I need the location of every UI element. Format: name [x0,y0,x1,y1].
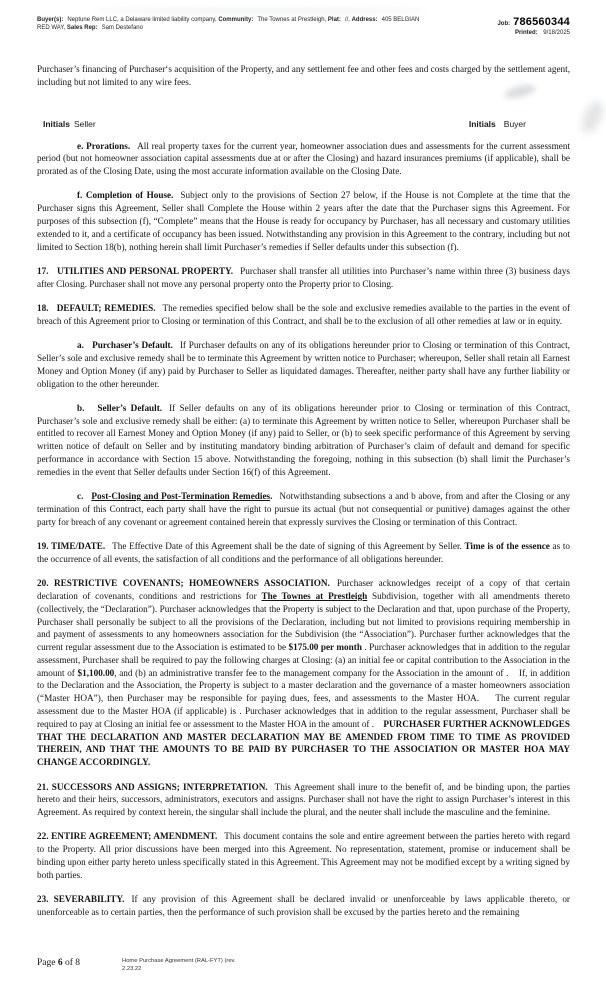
text-run: Subdivision, together with all amendments thereto (collectively, the “Declaration”). Purchaser acknowledges that the Property is subject to the Declaration and that, upon purchase of the Property, Purchaser shall personally be subject to all the provisions of the Declaration, including but not limited to provisions requiring membership in and payment of assessments to any homeowners association for the Subdivision (the “Association”). Purchaser further acknowledges that the current regular assessment due to the Association is estimated to be [37,590,571,653]
page-suffix: of 8 [62,958,81,968]
page-prefix: Page [37,958,58,968]
community-label: Community: [218,17,254,23]
buyers-label: Buyer(s): [37,17,64,23]
text-run: If any provision of this Agreement shall be declared invalid or unenforceable by laws applicable thereto, or unenforceable as to certain parties, then the performance of such provision shall be excused by the parties hereto and the remaining [37,894,570,917]
document-paragraph-5 [37,339,570,390]
document-paragraph-8 [37,540,570,566]
section-20-heading: 20. RESTRICTIVE COVENANTS; HOMEOWNERS ASSOCIATION. [37,578,330,589]
document-paragraph-7 [37,490,570,528]
text-run: Notwithstanding subsections a and b above, from and after the Closing or any termination of this Contract, each party shall have the right to pursue its actual (but not consequential or punitive) damages against the other party for breach of any covenant or agreement contained herein that expressly survives the Closing or termination of this Contract. [37,491,571,527]
text-run: If Purchaser defaults on any of its obligations hereunder prior to Closing or termination of this Contract, Seller’s sole and exclusive remedy shall be to terminate this Agreement by written notice to Purchaser; whereupon, Seller shall retain all Earnest Money and Option Money (if any) paid by Purchaser to Seller as liquidated damages. Thereafter, neither party shall have any further liability or obligation to the other hereunder. [37,340,570,389]
intro-continuation-paragraph: Purchaser’s financing of Purchaser‘s acquisition of the Property, and any settlement fee and other fees and costs charged by the settlement agent, including but not limited to any wire fees. [37,64,570,87]
sales-rep-label: Sales Rep: [66,25,98,31]
sales-rep-value: Sam Destefano [101,25,143,31]
plat-label: Plat: [327,17,341,23]
section-18-heading: 18. DEFAULT; REMEDIES. [37,303,156,314]
printed-label: Printed: [514,30,538,36]
section-17-heading: 17. UTILITIES AND PERSONAL PROPERTY. [37,265,234,276]
document-paragraph-3 [37,265,570,291]
text-run: All real property taxes for the current year, homeowner association dues and assessments for the current assessment period (but not homeowner association capital assessments due at or after the Closing) and hazard insurances premiums (if applicable), shall be prorated as of the Closing Date, using the most accurate information available on the Closing Date. [37,140,570,177]
document-paragraph-2 [37,189,570,253]
document-paragraph-9 [37,577,570,769]
document-paragraph-12 [37,893,570,919]
text-run: . [270,491,273,502]
buyer-label: Buyer [503,118,526,129]
subdivision-name: The Townes at Prestleigh [261,590,368,601]
subsection-18c-heading: Post-Closing and Post-Termination Remedies [91,491,271,502]
text-run: , and (b) an administrative transfer fee to the management company for the Association in the amount of . If, in addition to the Declaration and the Association, the Property is subject to a master declaration and the governance of a master homeowners association (“Master HOA”), then Purchaser may be responsible for paying dues, fees, and assessments to the Master HOA. The current regular assessment due to the Master HOA (if applicable) is . Purchaser acknowledges that in addition to the regular assessment, Purchaser shall be required to pay at Closing an initial fee or assessment to the Master HOA in the amount of . [37,667,570,729]
text-run: as to the occurrence of all events, the satisfaction of all conditions and the performance of all obligations hereunder. [37,541,570,564]
document-paragraph-10 [37,781,570,819]
subsection-e-heading: e. Prorations. [77,140,131,151]
initials-row [37,119,570,130]
hoa-initial-fee: $1,100.00 [77,667,115,678]
text-run: Purchaser shall transfer all utilities into Purchaser’s name within three (3) business days after Closing. Purchaser shall not move any personal property onto the Property prior to Closing. [37,265,571,289]
job-line [497,18,570,28]
hoa-amendment-notice: PURCHASER FURTHER ACKNOWLEDGES THAT THE DECLARATION AND MASTER DECLARATION MAY BE AMENDED FROM TIME TO TIME AS PROVIDED THEREIN, AND THAT THE AMOUNTS TO BE PAID BY PURCHASER TO THE ASSOCIATION OR MASTER HOA MAY CHANGE ACCORDINGLY. [37,718,570,768]
plat-value: //, [344,17,352,23]
scan-smudge [578,98,606,136]
text-run: The Effective Date of this Agreement shall be the date of signing of this Agreement by Seller. [112,541,465,552]
section-21-heading: 21. SUCCESSORS AND ASSIGNS; INTERPRETATION. [37,781,268,792]
initials-label: Initials [468,118,496,129]
subsection-18b-heading: b. Seller’s Default. [77,402,163,413]
text-run: If Seller defaults on any of its obligations hereunder prior to Closing or termination of this Contract, Purchaser’s sole and exclusive remedy shall be either: (a) to terminate this Agreement by written notice to Seller, whereupon Purchaser shall be entitled to recover all Earnest Money and Option Money (if any) paid to Seller, or (b) to seek specific performance of this Agreement by serving written notice of default on Seller and by instituting mandatory binding arbitration of Purchaser’s claim of default and demand for specific performance in accordance with Section 15 above. Notwithstanding the foregoing, nothing in this subsection (b) shall limit the Purchaser’s remedies in the event that Seller defaults under Section 16(f) of this Agreement. [37,402,570,477]
subsection-f-heading: f. Completion of House. [77,190,174,201]
subsection-18c-label: c. [77,491,92,502]
text-run: . Purchaser acknowledges that in addition to the regular assessment, Purchaser shall be required to pay the following charges at Closing: (a) an initial fee or capital contribution to the Association in the amount of [37,642,571,678]
time-of-essence-phrase: Time is of the essence [464,541,550,552]
document-paragraph-11 [37,830,570,881]
address-label: Address: [351,17,378,23]
text-run: Subject only to the provisions of Section 27 below, if the House is not Complete at the time that the Purchaser signs this Agreement, Seller shall Complete the House within 2 years after the date that the Purchaser signs this Agreement. For purposes of this subsection (f), “Complete” means that the House is ready for occupancy by Purchaser, has all necessary and customary utilities extended to it, and a certificate of occupancy has been issued. Notwithstanding any provision in this Agreement to the contrary, including but not limited to Section 18(b), nothing herein shall limit Purchaser’s remedies if Seller defaults under this subsection (f). [37,190,571,252]
address-value: 405 BELGIAN RED WAY, [37,17,420,31]
document-reference [122,958,236,973]
text-run: The remedies specified below shall be the sole and exclusive remedies available to the parties in the event of breach of this Agreement prior to Closing or termination of this Contract, and shall be to the exclusion of all other remedies at law or in equity. [37,303,571,326]
section-23-heading: 23. SEVERABILITY. [37,894,125,905]
document-header [37,16,570,37]
job-label: Job: [497,21,511,27]
text-run: Purchaser acknowledges receipt of a copy of that certain declaration of covenants, conditions and restrictions for [37,578,570,601]
section-22-heading: 22. ENTIRE AGREEMENT; AMENDMENT. [37,831,218,842]
document-body [37,140,570,919]
page-current: 6 [57,958,63,968]
docref-line1: Home Purchase Agreement (RAL-FYT) (rev. [122,958,236,964]
document-paragraph-6 [37,402,570,479]
page-number [37,958,80,968]
scan-smudge [95,8,425,14]
section-19-heading: 19. TIME/DATE. [37,541,106,552]
initials-buyer-block [469,119,526,130]
job-number: 786560344 [513,16,570,28]
initials-seller-block [43,119,96,130]
text-run: This document contains the sole and entire agreement between the parties hereto with regard to the Property. All prior discussions have been merged into this Agreement. No representation, statement, promise or inducement shall be binding upon either party hereto unless specifically stated in this Agreement. This Agreement may not be modified except by a writing signed by both parties. [37,831,570,880]
document-paragraph-4 [37,302,570,328]
text-run: This Agreement shall inure to the benefit of, and be binding upon, the parties hereto and their heirs, successors, administrators, executors and assigns. Purchaser shall not have the right to assign Purchaser’s interest in this Agreement. As required by context herein, the singular shall include the plural, and the neuter shall include the masculine and the feminine. [37,781,570,818]
printed-date: 9/18/2025 [543,30,570,36]
hoa-monthly-assessment: $175.00 per month [288,642,362,653]
header-property-info [37,16,429,32]
seller-label: Seller [73,118,96,129]
header-job-info [497,16,570,37]
document-paragraph-1 [37,140,570,178]
printed-line [497,29,570,37]
initials-label: Initials [43,118,70,129]
docref-line2: 2.23.22 [122,965,142,972]
document-footer [37,958,236,973]
subsection-18a-heading: a. Purchaser’s Default. [77,340,173,351]
community-value: The Townes at Prestleigh, [257,17,328,23]
buyers-value: Neptune Rem LLC, a Delaware limited liability company, [67,17,219,23]
